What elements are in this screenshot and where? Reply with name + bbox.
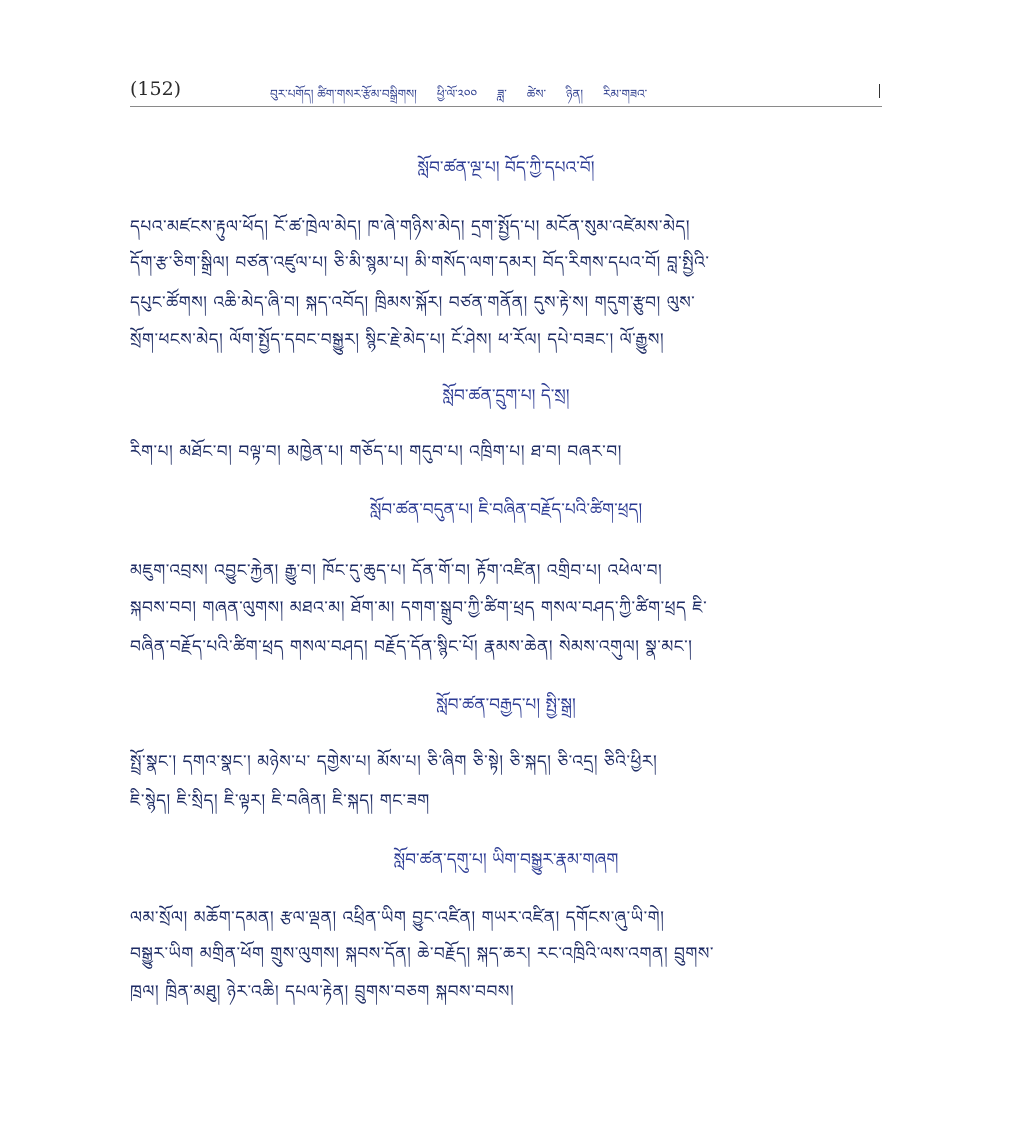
section-title: སློབ་ཚན་ལྔ་པ། བོད་ཀྱི་དཔའ་བོ། bbox=[417, 158, 595, 178]
section-title: སློབ་ཚན་དགུ་པ། ཡིག་བསྒྱུར་རྣམ་གཞག bbox=[393, 850, 619, 870]
body-line: ལམ་སྲོལ། མཆོག་དམན། རྩལ་ལྡན། འཕྲིན་ཡིག བྱུང་འཛིན། གཡར་འཛིན། དགོངས་ཞུ་ཡི་གེ། bbox=[130, 908, 665, 928]
running-title-part: ཉིན། bbox=[565, 87, 584, 101]
body-line: དོག་རྩ་ཅིག་སྒྲིལ། བཙན་འཛུལ་པ། ཅི་མི་སྙམ་པ། མི་གསོད་ལག་དམར། བོད་རིགས་དཔའ་བོ། བླ་སྤྱིའི་ bbox=[130, 253, 710, 273]
body-line: བཞིན་བརྗོད་པའི་ཚིག་ཕྲད གསལ་བཤད། བརྗོད་དོན་སྙིང་པོ། རྣམས་ཆེན། སེམས་འགུལ། སྣ་མང་། bbox=[130, 637, 693, 657]
page-number: (152) bbox=[130, 78, 182, 100]
page-header bbox=[130, 76, 882, 107]
running-title bbox=[270, 81, 860, 115]
body-line: རིག་པ། མཐོང་བ། བལྟ་བ། མཁྱེན་པ། གཅོད་པ། གདུབ་པ། འཁྲིག་པ། ཐ་བ། བཞར་བ། bbox=[130, 442, 622, 462]
body-line: སྤྲོ་སྣང་། དགའ་སྣང་། མཉེས་པ་ དགྱེས་པ། མོས་པ། ཅི་ཞིག ཅི་སྟེ། ཅི་སྐད། ཅི་འདྲ། ཅིའི་ཕྱིར། bbox=[130, 752, 658, 772]
running-title-part: རིམ་གཟའ་ bbox=[603, 87, 648, 101]
running-title-part: བུར་པགོད། ཚིག་གསར་རྩོམ་བསྒྲིགས། bbox=[270, 87, 417, 101]
body-line: དཔའ་མཛངས་རྟུལ་ཕོད། ངོ་ཚ་ཁྲེལ་མེད། ཁ་ཞེ་གཉིས་མེད། དྲག་སྤྱོད་པ། མངོན་སུམ་འཛེམས་མེད། bbox=[130, 217, 691, 237]
section-title: སློབ་ཚན་དྲུག་པ། དེ་སྲ། bbox=[442, 386, 570, 406]
section-title: སློབ་ཚན་བརྒྱད་པ། སྤྱི་སྒྲ། bbox=[436, 695, 576, 715]
body-line: བསྒྱུར་ཡིག མགྲིན་ཕོག གྲུས་ལུགས། སྐབས་དོན། ཆེ་བརྗོད། སྐད་ཆར། རང་འཁྲིའི་ལས་འགན། བྲུགས་ bbox=[130, 944, 714, 964]
body-line: སྲོག་ཕངས་མེད། ལོག་སྤྱོད་དབང་བསྒྱུར། སྙིང་རྗེ་མེད་པ། ངོ་ཤེས། ཕ་རོལ། དཔེ་བཟང་། ལོ་རྒྱུས། bbox=[130, 330, 665, 350]
running-title-part: ཚེས་ bbox=[526, 87, 546, 101]
body-line: མཇུག་འབྲས། འབྱུང་རྐྱེན། རྒྱུ་བ། ཁོང་དུ་ཆུད་པ། དོན་གོ་བ། རྟོག་འཛིན། འགྲིབ་པ། འཕེལ་བ། bbox=[130, 561, 663, 581]
section-title: སློབ་ཚན་བདུན་པ། ཇི་བཞིན་བརྗོད་པའི་ཚིག་ཕྲད། bbox=[369, 500, 643, 520]
body-line: དཔུང་ཚོགས། འཆི་མེད་ཞི་བ། སྐད་འབོད། ཁྲིམས་སྐོར། བཙན་གནོན། དུས་རྟེ་ས། གདུག་རྩུབ། ལུས་ bbox=[130, 293, 696, 313]
body-line: ཇི་སྙེད། ཇི་སྲིད། ཇི་ལྟར། ཇི་བཞིན། ཇི་སྐད། གང་ཟག bbox=[130, 791, 430, 811]
header-rule-mark bbox=[879, 84, 880, 98]
running-title-part: ཟླ་ bbox=[497, 87, 507, 101]
body-line: ཁྲལ། ཁྲིན་མཐུ། ཉེར་འཆི། དཔལ་རྟེན། བྲུགས་བཅག སྐབས་བབས། bbox=[130, 982, 515, 1002]
running-title-part: ཕྱི་ལོ་༢༠༠ bbox=[436, 87, 478, 101]
body-line: སྐབས་བབ། གཞན་ལུགས། མཐའ་མ། ཐོག་མ། དགག་སྒྲུབ་ཀྱི་ཚིག་ཕྲད གསལ་བཤད་ཀྱི་ཚིག་ཕྲད ཇི་ bbox=[130, 598, 708, 618]
